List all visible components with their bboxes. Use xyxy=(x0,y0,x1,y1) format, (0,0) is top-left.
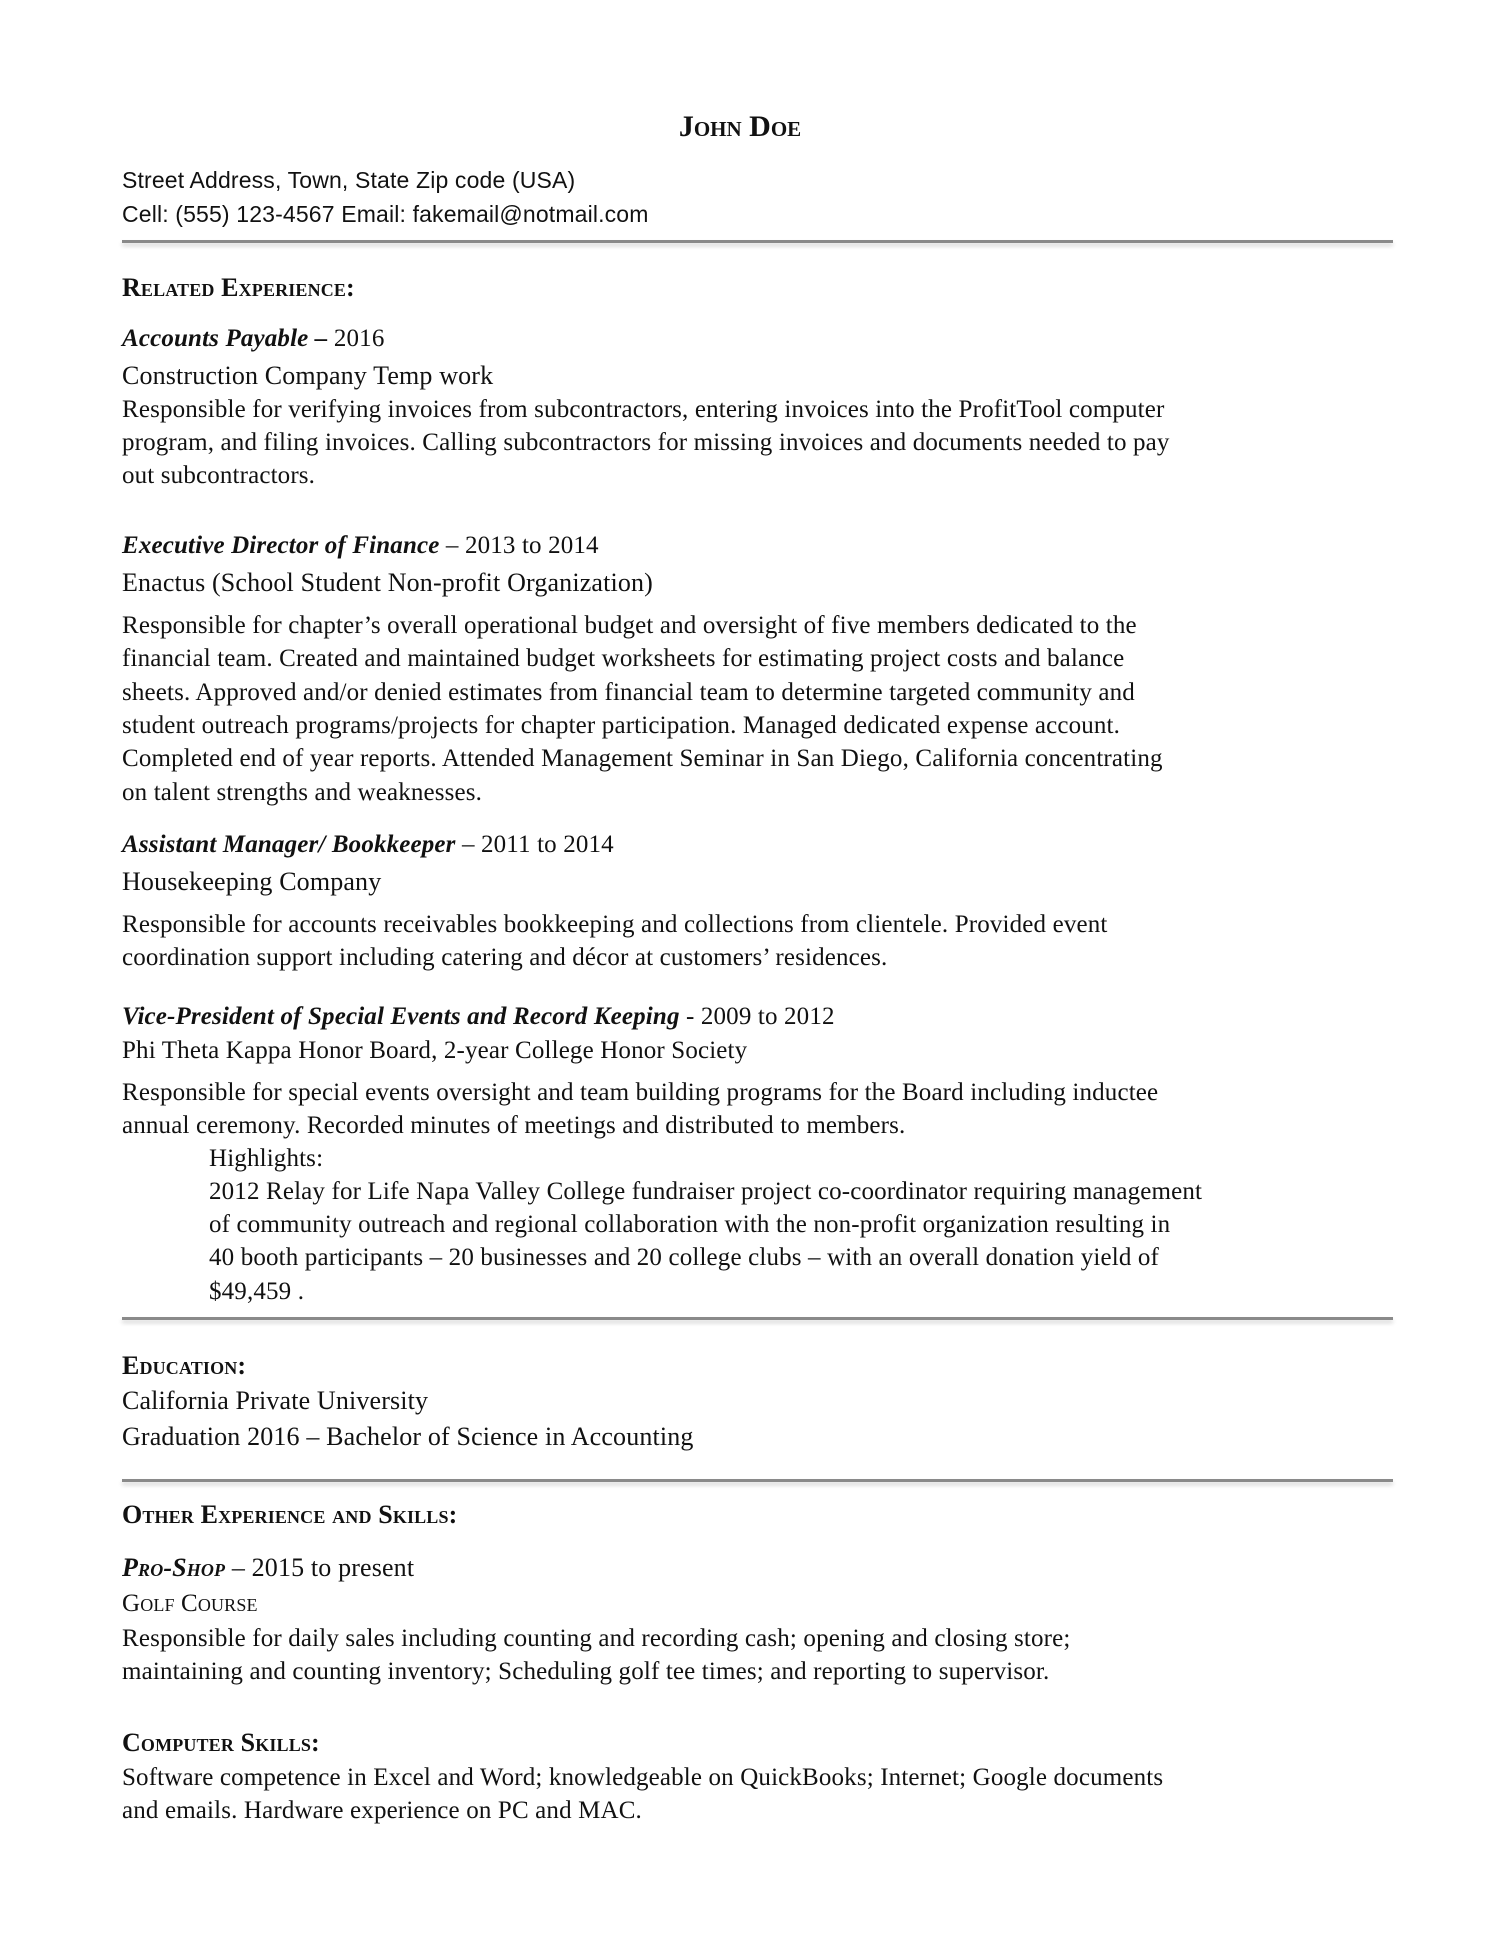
job-dates: 2016 xyxy=(327,325,385,352)
job-desc-line: Responsible for daily sales including counting and recording cash; opening and closing store; xyxy=(122,1625,1071,1652)
job-dates: – 2015 to present xyxy=(225,1553,415,1582)
highlight-line: of community outreach and regional collaboration with the non-profit organization resulting in xyxy=(209,1211,1171,1238)
job-dates: – 2013 to 2014 xyxy=(439,532,599,559)
candidate-name: John Doe xyxy=(678,110,802,143)
job-org: Construction Company Temp work xyxy=(122,361,494,390)
divider xyxy=(122,240,1393,243)
job-desc-line: student outreach programs/projects for chapter participation. Managed dedicated expense account. xyxy=(122,712,1121,739)
degree: Graduation 2016 – Bachelor of Science in Accounting xyxy=(122,1422,694,1451)
highlights-label: Highlights: xyxy=(209,1145,324,1172)
job-title-line xyxy=(122,829,614,861)
job-desc-line: coordination support including catering and décor at customers’ residences. xyxy=(122,944,888,971)
job-org: Housekeeping Company xyxy=(122,867,382,896)
job-title-line xyxy=(122,323,384,355)
section-heading-related-experience: Related Experience: xyxy=(122,273,355,302)
job-title: Assistant Manager/ Bookkeeper xyxy=(122,831,456,858)
highlight-line: 2012 Relay for Life Napa Valley College fundraiser project co-coordinator requiring management xyxy=(209,1178,1203,1205)
section-heading-education: Education: xyxy=(122,1351,247,1380)
job-title: Executive Director of Finance xyxy=(122,532,440,559)
job-desc-line: financial team. Created and maintained budget worksheets for estimating project costs and balance xyxy=(122,645,1125,672)
job-desc-line: annual ceremony. Recorded minutes of meetings and distributed to members. xyxy=(122,1112,906,1139)
divider xyxy=(122,1317,1393,1320)
job-title: Accounts Payable – xyxy=(122,325,328,352)
job-org: Phi Theta Kappa Honor Board, 2-year College Honor Society xyxy=(122,1037,748,1064)
job-dates: - 2009 to 2012 xyxy=(679,1003,835,1030)
job-desc-line: Completed end of year reports. Attended Management Seminar in San Diego, California concentrating xyxy=(122,745,1163,772)
contact-info: Cell: (555) 123-4567 Email: fakemail@notmail.com xyxy=(122,201,649,227)
job-org: Golf Course xyxy=(122,1590,258,1617)
job-desc-line: out subcontractors. xyxy=(122,462,316,489)
job-title-line xyxy=(122,530,599,562)
job-title-line xyxy=(122,1552,414,1584)
job-title: Pro-Shop xyxy=(122,1553,226,1582)
section-heading-computer-skills: Computer Skills: xyxy=(122,1728,320,1757)
school-name: California Private University xyxy=(122,1386,429,1415)
skills-line: and emails. Hardware experience on PC and MAC. xyxy=(122,1797,642,1824)
highlight-line: $49,459 . xyxy=(209,1278,305,1305)
section-heading-other-experience: Other Experience and Skills: xyxy=(122,1500,458,1529)
job-desc-line: program, and filing invoices. Calling subcontractors for missing invoices and documents needed to pay xyxy=(122,429,1170,456)
address: Street Address, Town, State Zip code (USA) xyxy=(122,167,576,193)
skills-line: Software competence in Excel and Word; knowledgeable on QuickBooks; Internet; Google documents xyxy=(122,1764,1164,1791)
job-desc-line: sheets. Approved and/or denied estimates from financial team to determine targeted community and xyxy=(122,679,1135,706)
job-desc-line: Responsible for chapter’s overall operational budget and oversight of five members dedicated to the xyxy=(122,612,1137,639)
highlight-line: 40 booth participants – 20 businesses and 20 college clubs – with an overall donation yield of xyxy=(209,1244,1160,1271)
job-desc-line: Responsible for verifying invoices from subcontractors, entering invoices into the ProfitTool computer xyxy=(122,396,1165,423)
job-org: Enactus (School Student Non-profit Organization) xyxy=(122,568,653,597)
job-desc-line: on talent strengths and weaknesses. xyxy=(122,779,483,806)
divider xyxy=(122,1479,1393,1482)
job-desc-line: Responsible for accounts receivables bookkeeping and collections from clientele. Provided event xyxy=(122,911,1108,938)
job-title-line xyxy=(122,1001,835,1033)
job-desc-line: maintaining and counting inventory; Scheduling golf tee times; and reporting to supervisor. xyxy=(122,1658,1050,1685)
job-title: Vice-President of Special Events and Record Keeping xyxy=(122,1003,680,1030)
job-desc-line: Responsible for special events oversight and team building programs for the Board including inductee xyxy=(122,1079,1159,1106)
job-dates: – 2011 to 2014 xyxy=(455,831,614,858)
